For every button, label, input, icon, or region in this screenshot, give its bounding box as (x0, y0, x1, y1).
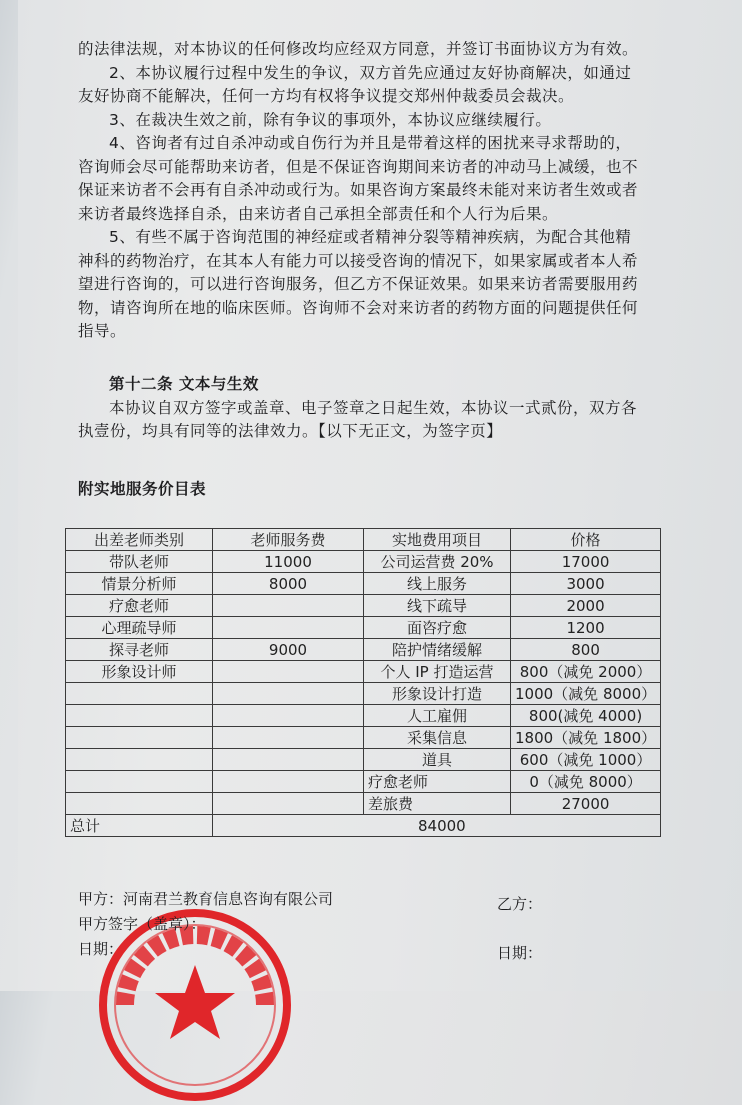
teacher-type-cell: 情景分析师 (66, 573, 213, 595)
price-cell: 3000 (511, 573, 661, 595)
table-row (66, 639, 661, 661)
party-b-date-label: 日期： (497, 944, 543, 962)
expense-item-cell: 线下疏导 (364, 595, 511, 617)
price-cell: 17000 (511, 551, 661, 573)
text-line: 2、本协议履行过程中发生的争议，双方首先应通过友好协商解决，如通过 (109, 63, 632, 82)
total-value: 84000 (213, 815, 661, 837)
teacher-fee-cell: 11000 (213, 551, 364, 573)
teacher-type-cell: 带队老师 (66, 551, 213, 573)
teacher-fee-cell (213, 793, 364, 815)
price-cell: 2000 (511, 595, 661, 617)
article-12 (78, 373, 668, 444)
teacher-type-cell (66, 705, 213, 727)
teacher-type-cell: 探寻老师 (66, 639, 213, 661)
price-table (65, 528, 661, 837)
text-line: 本协议自双方签字或盖章、电子签章之日起生效，本协议一式贰份，双方各 (109, 398, 638, 417)
text-line: 3、在裁决生效之前，除有争议的事项外，本协议应继续履行。 (109, 110, 552, 129)
price-cell: 800 (511, 639, 661, 661)
price-cell: 1200 (511, 617, 661, 639)
teacher-type-cell (66, 727, 213, 749)
expense-item-cell: 个人 IP 打造运营 (364, 661, 511, 683)
table-row (66, 793, 661, 815)
teacher-fee-cell (213, 661, 364, 683)
text-line: 4、咨询者有过自杀冲动或自伤行为并且是带着这样的困扰来寻求帮助的， (109, 134, 632, 152)
expense-item-cell: 线上服务 (364, 573, 511, 595)
price-cell: 0（减免 8000） (511, 771, 661, 793)
expense-item-cell: 公司运营费 20% (364, 551, 511, 573)
table-row (66, 573, 661, 595)
total-label: 总计 (66, 815, 213, 837)
text-line: 保证来访者不会再有自杀冲动或行为。如果咨询方案最终未能对来访者生效或者 (78, 181, 639, 199)
teacher-fee-cell (213, 705, 364, 727)
party-a-name: 甲方：河南君兰教育信息咨询有限公司 (78, 890, 334, 908)
teacher-fee-cell (213, 727, 364, 749)
text-line: 的法律法规，对本协议的任何修改均应经双方同意，并签订书面协议方为有效。 (78, 40, 639, 58)
text-line: 5、有些不属于咨询范围的神经症或者精神分裂等精神疾病，为配合其他精 (109, 228, 632, 246)
teacher-type-cell: 形象设计师 (66, 661, 213, 683)
header-cell: 价格 (511, 529, 661, 551)
table-header-row (66, 529, 661, 551)
expense-item-cell: 形象设计打造 (364, 683, 511, 705)
text-line: 神科的药物治疗，在其本人有能力可以接受咨询的情况下，如果家属或者本人希 (78, 251, 639, 270)
text-line: 来访者最终选择自杀，由来访者自己承担全部责任和个人行为后果。 (78, 204, 559, 223)
teacher-fee-cell (213, 595, 364, 617)
contract-body (78, 38, 668, 344)
price-cell: 800(减免 4000) (511, 705, 661, 727)
party-b-label: 乙方： (497, 895, 543, 913)
teacher-type-cell: 疗愈老师 (66, 595, 213, 617)
expense-item-cell: 疗愈老师 (364, 771, 511, 793)
teacher-fee-cell: 8000 (213, 573, 364, 595)
price-cell: 27000 (511, 793, 661, 815)
expense-item-cell: 面咨疗愈 (364, 617, 511, 639)
expense-item-cell: 人工雇佣 (364, 705, 511, 727)
expense-item-cell: 陪护情绪缓解 (364, 639, 511, 661)
table-row (66, 705, 661, 727)
teacher-fee-cell (213, 617, 364, 639)
teacher-type-cell (66, 683, 213, 705)
table-row (66, 617, 661, 639)
party-a-signature-label: 甲方签字（盖章）： (78, 915, 206, 933)
text-line: 咨询师会尽可能帮助来访者，但是不保证咨询期间来访者的冲动马上减缓，也不 (78, 157, 639, 176)
price-cell: 800（减免 2000） (511, 661, 661, 683)
table-row (66, 595, 661, 617)
expense-item-cell: 道具 (364, 749, 511, 771)
teacher-fee-cell: 9000 (213, 639, 364, 661)
table-row (66, 551, 661, 573)
header-cell: 实地费用项目 (364, 529, 511, 551)
teacher-type-cell (66, 749, 213, 771)
teacher-fee-cell (213, 683, 364, 705)
price-cell: 1800（减免 1800） (511, 727, 661, 749)
price-cell: 600（减免 1000） (511, 749, 661, 771)
expense-item-cell: 采集信息 (364, 727, 511, 749)
price-cell: 1000（减免 8000） (511, 683, 661, 705)
expense-item-cell: 差旅费 (364, 793, 511, 815)
table-row (66, 683, 661, 705)
header-cell: 出差老师类别 (66, 529, 213, 551)
teacher-type-cell (66, 793, 213, 815)
article-12-title: 第十二条 文本与生效 (109, 375, 259, 393)
text-line: 望进行咨询的，可以进行咨询服务，但乙方不保证效果。如果来访者需要服用药 (78, 275, 639, 293)
teacher-fee-cell (213, 749, 364, 771)
party-a-date-label: 日期： (78, 940, 124, 958)
teacher-fee-cell (213, 771, 364, 793)
table-title: 附实地服务价目表 (78, 480, 207, 498)
table-total-row (66, 815, 661, 837)
header-cell: 老师服务费 (213, 529, 364, 551)
teacher-type-cell: 心理疏导师 (66, 617, 213, 639)
company-seal-icon (95, 905, 295, 1105)
table-row (66, 771, 661, 793)
teacher-type-cell (66, 771, 213, 793)
text-line: 执壹份，均具有同等的法律效力。【以下无正文，为签字页】 (78, 422, 503, 440)
table-row (66, 727, 661, 749)
text-line: 指导。 (78, 322, 127, 340)
text-line: 友好协商不能解决，任何一方均有权将争议提交郑州仲裁委员会裁决。 (78, 87, 575, 105)
table-row (66, 661, 661, 683)
text-line: 物，请咨询所在地的临床医师。咨询师不会对来访者的药物方面的问题提供任何 (78, 298, 639, 317)
table-row (66, 749, 661, 771)
